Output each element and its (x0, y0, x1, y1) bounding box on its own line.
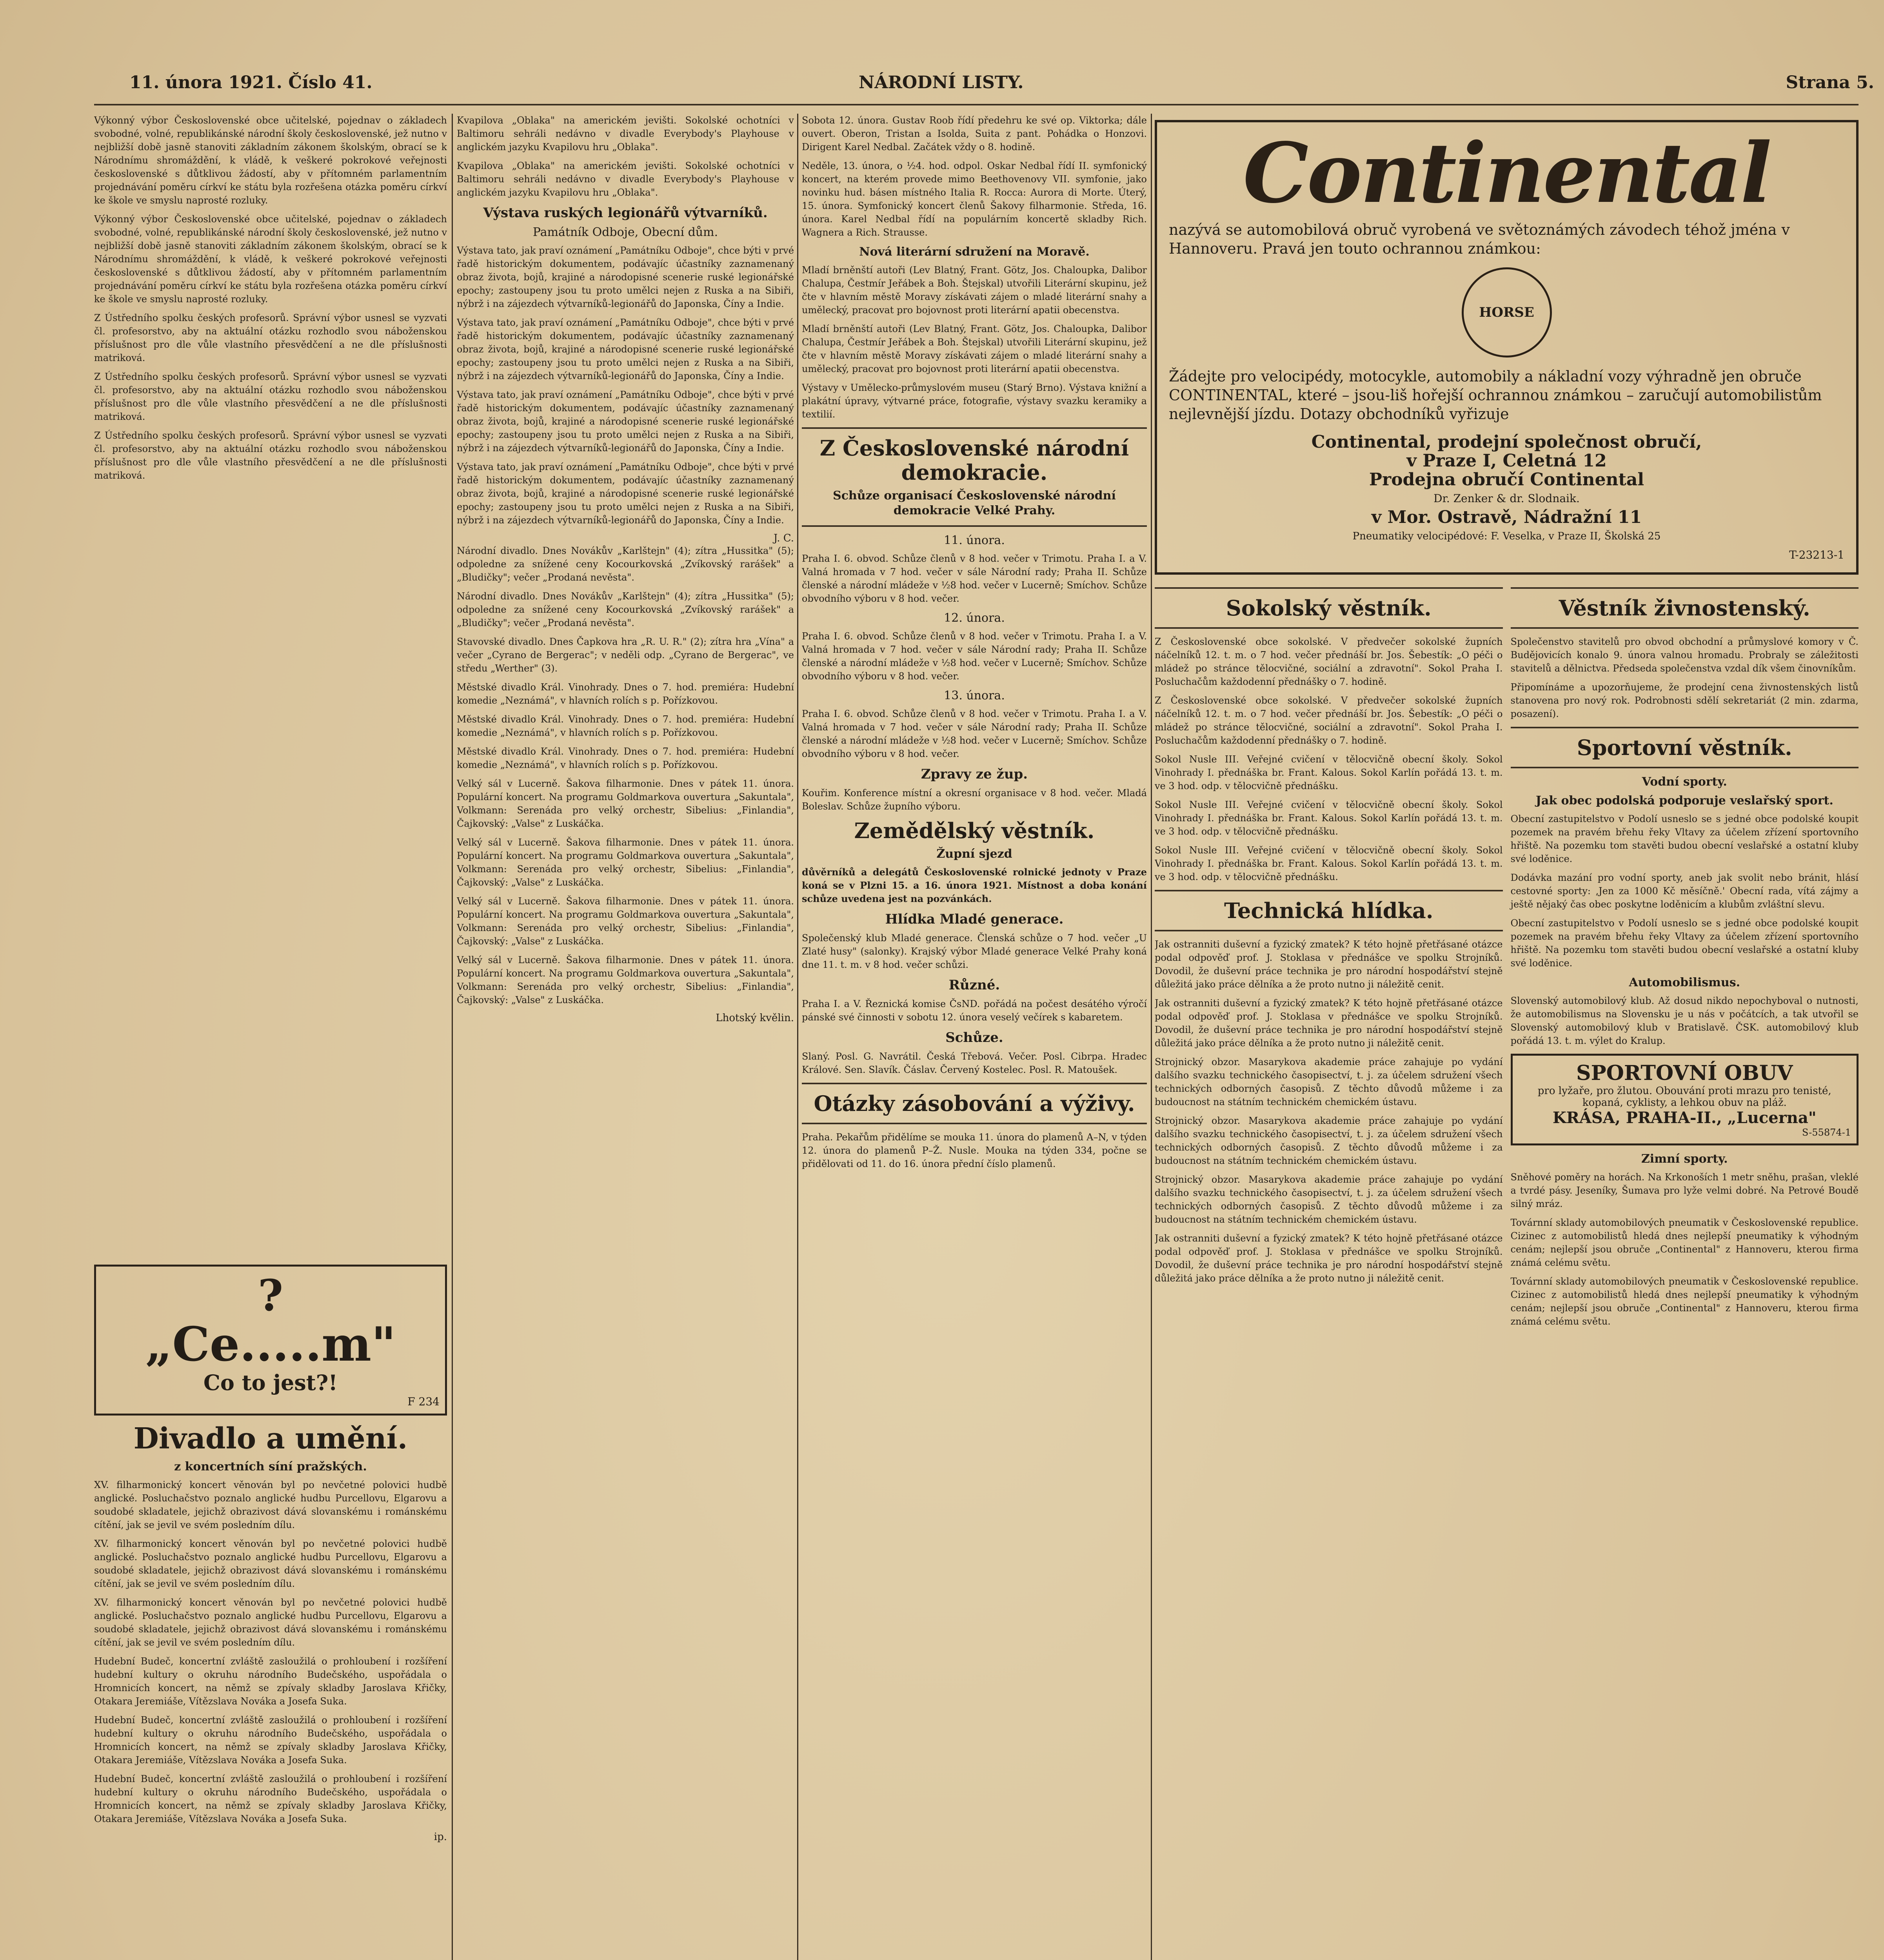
article-literary-groups: Mladí brněnští autoři (Lev Blatný, Frant. Götz, Jos. Chaloupka, Dalibor Chalupa, Čestmír Jeřábek a Boh. Štejskal) utvořili Literární skupinu, jež čte v hlavním městě Moravy získávati zájem o mladé literární snahy a umělecký, pracovat pro bojovnost proti literární apatii obecenstva. (802, 265, 1147, 316)
article-legion: Výstava tato, jak praví oznámení „Památníku Odboje", chce býti v prvé řadě historickým dokumentem, podávajíc účastníky zaznamenaný obraz života, bojů, krajiné a národopisné scenerie ruské legionářské epochy; zastoupeny jsou tu proto umělci nejen z Ruska a na Sibiři, nýbrž i na zájezdech výtvarníků-legionářů do Japonska, Číny a Indie. (457, 389, 794, 454)
article-sports: Obecní zastupitelstvo v Podolí usneslo se s jedné obce podolské koupit pozemek na pravém břehu řeky Vltavy za účelem zřízení sportovního hřiště. Na pozemku tom stavěti budou obecní veslařské a ostatní kluby své loděnice. (1510, 918, 1859, 969)
program-lucerna: Velký sál v Lucerně. Šakova filharmonie. Dnes v pátek 11. února. Populární koncert. Na programu Goldmarkova ouvertura „Sakuntala", Volkmann: Serenáda pro velký orchestr, Sibelius: „Finlandia", Čajkovský: „Valse" z Luskáčka. (457, 896, 794, 947)
article-young-generation: Společenský klub Mladé generace. Členská schůze o 7 hod. večer „U Zlaté husy" (salonky). Krajský výbor Mladé generace Velké Prahy koná dne 11. t. m. v 8 hod. večer schůzi. (802, 933, 1147, 970)
article-meetings: Slaný. Posl. G. Navrátil. Česká Třebová. Večer. Posl. Cibrpa. Hradec Králové. Sen. Slavík. Čáslav. Červený Kostelec. Posl. R. Matoušek. (802, 1051, 1147, 1075)
heading-miscellaneous: Různé. (948, 977, 1000, 993)
subcolumn-left (1155, 581, 1503, 1290)
article-exhibitions: Výstavy v Umělecko-průmyslovém museu (Starý Brno). Výstava knižní a plakátní úpravy, výtvarné práce, fotografie, výstavy svazku keramiky a textilií. (802, 382, 1147, 420)
heading-regional-news: Zpravy ze žup. (921, 766, 1028, 782)
article-technical: Jak ostranniti duševní a fyzický zmatek? K této hojně přetřásané otázce podal odpověď prof. J. Stoklasa v přednášce ve spolku Strojníků. Dovodil, že duševní práce technika je pro národní hospodářství stejně důležitá jako práce dělníka a že proto nutno ji náležitě cenit. (1155, 998, 1503, 1049)
heading-winter-sports: Zimní sporty. (1641, 1152, 1728, 1166)
program-lucerna: Velký sál v Lucerně. Šakova filharmonie. Dnes v pátek 11. února. Populární koncert. Na programu Goldmarkova ouvertura „Sakuntala", Volkmann: Serenáda pro velký orchestr, Sibelius: „Finlandia", Čajkovský: „Valse" z Luskáčka. (457, 955, 794, 1005)
program-concerts: Neděle, 13. února, o ½4. hod. odpol. Oskar Nedbal řídí II. symfonický koncert, na kterém provede mimo Beethovenovy VII. symfonie, jako novinku hud. básen místného Italia R. Rocca: Aurora di Morte. Úterý, 15. února. Symfonický koncert členů Šakovy filharmonie. Středa, 16. února. Karel Nedbal řídí na populárním koncertě skladby Rich. Wagnera a Rich. Strausse. (802, 160, 1147, 238)
article-tyres: Továrnní sklady automobilových pneumatik v Československé republice. Cizinec z automobilistů hledá dnes nejlepší pneumatiky k výhodným cenám; nejlepší jsou obruče „Continental" z Hannoveru, kterou firma známá celému světu. (1510, 1217, 1859, 1268)
column-rule (1151, 114, 1152, 1960)
date-label: 11. února. (944, 534, 1005, 547)
article-winter-sports: Sněhové poměry na horách. Na Krkonoších 1 metr sněhu, prašan, vleklé a tvrdé pásy. Jeseníky, Šumava pro lyže velmi dobré. Na Petrové Boudě silný mráz. (1510, 1172, 1859, 1209)
subheading-podoli: Jak obec podolská podporuje veslařský sport. (1535, 794, 1833, 808)
subheading-congress: Župní sjezd (936, 847, 1012, 861)
article-professors: Z Ústředního spolku českých profesorů. Správní výbor usnesl se vyzvati čl. profesorstvo, aby na aktuální otázku rozhodlo svou náboženskou příslušnost pro dle vůle vlastního přesvědčení a ne dle příslušnosti matriková. (94, 312, 447, 363)
article-sokol: Z Československé obce sokolské. V předvečer sokolské župních náčelníků 12. t. m. o 7 hod. večer přednáší br. Jos. Šebestík: „O péči o mládež po stránce tělocvičné, sociální a zdravotní". Sokol Praha I. Posluchačům každodenní přednášky o 7. hodině. (1155, 636, 1503, 687)
article-budec: Hudební Budeč, koncertní zvláště zasloužilá o prohloubení i rozšíření hudební kultury o okruhu národního Budečského, uspořádala o Hromnicích koncert, na němž se zpívaly skladby Jaroslava Křičky, Otakara Jeremiáše, Vítězslava Nováka a Josefa Suka. (94, 1715, 447, 1766)
article-legion: Výstava tato, jak praví oznámení „Památníku Odboje", chce býti v prvé řadě historickým dokumentem, podávajíc účastníky zaznamenaný obraz života, bojů, krajiné a národopisné scenerie ruské legionářské epochy; zastoupeny jsou tu proto umělci nejen z Ruska a na Sibiři, nýbrž i na zájezdech výtvarníků-legionářů do Japonska, Číny a Indie. (457, 245, 794, 309)
date-label: 13. února. (944, 689, 1005, 702)
heading-literary-groups: Nová literární sdružení na Moravě. (859, 245, 1090, 259)
article-trades: Připomínáme a upozorňujeme, že prodejní cena živnostenských listů stanovena pro nový rok. Podrobnosti sdělí sekretariát (2 min. zdarma, posazení). (1510, 682, 1859, 719)
article-miscellaneous: Praha I. a V. Řeznická komise ČsND. pořádá na počest desátého výročí pánské své činnosti v sobotu 12. února veselý večírek s kabaretem. (802, 998, 1147, 1023)
article-food-supply: Praha. Pekařům přidělíme se mouka 11. února do plamenů A–N, v týden 12. února do plamenů P–Ž. Nusle. Mouka na týden 334, počne se přidělovati od 11. do 16. února přední číslo plamenů. (802, 1132, 1147, 1169)
article-sokol: Sokol Nusle III. Veřejné cvičení v tělocvičně obecní školy. Sokol Vinohrady I. přednáška br. Frant. Kalous. Sokol Karlín pořádá 13. t. m. ve 3 hod. odp. v tělocvičně přednášku. (1155, 799, 1503, 837)
article-technical: Jak ostranniti duševní a fyzický zmatek? K této hojně přetřásané otázce podal odpověď prof. J. Stoklasa v přednášce ve spolku Strojníků. Dovodil, že duševní práce technika je pro národní hospodářství stejně důležitá jako práce dělníka a že proto nutno ji náležitě cenit. (1155, 939, 1503, 990)
column-3 (802, 114, 1147, 1960)
ad-code: F 234 (407, 1395, 440, 1408)
article-party-meetings: Praha I. 6. obvod. Schůze členů v 8 hod. večer v Trimotu. Praha I. a V. Valná hromada v 7 hod. večer v sále Národní rady; Praha II. Schůze členské a národní mládeže v ½8 hod. večer v Lucerně; Smíchov. Schůze obvodního výboru v 8 hod. večer. (802, 553, 1147, 604)
article-technical: Strojnický obzor. Masarykova akademie práce zahajuje po vydání dalšího svazku technického časopisectví, t. j. za účelem sdružení všech technických odborných časopisů. Z těchto důvodů můžeme i za budoucnost na státním technickém chemickém ústavu. (1155, 1115, 1503, 1166)
article-sports: Obecní zastupitelstvo v Podolí usneslo se s jedné obce podolské koupit pozemek na pravém břehu řeky Vltavy za účelem zřízení sportovního hřiště. Na pozemku tom stavěti budou obecní veslařské a ostatní kluby své loděnice. (1510, 813, 1859, 864)
continental-logo: Continental (1243, 125, 1770, 221)
article-sports: Dodávka mazání pro vodní sporty, aneb jak svolit nebo bránit, hlásí cestovné sporty: ‚Jen za 1000 Kč měsíčně.' Obecní rada, vítá zájmy a ještě nějaký čas obec poskytne loděnicím a klubům zvláštní slevu. (1510, 872, 1859, 910)
article-sokol: Sokol Nusle III. Veřejné cvičení v tělocvičně obecní školy. Sokol Vinohrady I. přednáška br. Frant. Kalous. Sokol Karlín pořádá 13. t. m. ve 3 hod. odp. v tělocvičně přednášku. (1155, 754, 1503, 791)
article-automobilism: Slovenský automobilový klub. Až dosud nikdo nepochyboval o nutnosti, že automobilismus na Slovensku je u nás v počátcích, a tak utvořil se Slovenský automobilový klub v Bratislavě. ČSK. automobilový klub pořádá 13. t. m. výlet do Kralup. (1510, 995, 1859, 1046)
heading-agriculture: Zemědělský věstník. (854, 818, 1095, 843)
program-estates-theatre: Stavovské divadlo. Dnes Čapkova hra „R. U. R." (2); zítra hra „Vína" a večer „Cyrano de Bergerac"; v neděli odp. „Cyrano de Bergerac", ve středu „Werther" (3). (457, 636, 794, 674)
article-regional-news: Kouřim. Konference místní a okresní organisace v 8 hod. večer. Mladá Boleslav. Schůze župního výboru. (802, 788, 1147, 812)
continental-store-owners: Dr. Zenker & dr. Slodnaik. (1433, 492, 1580, 505)
article-philharmonic: XV. filharmonický koncert věnován byl po nevčetné polovici hudbě anglické. Posluchačstvo poznalo anglické hudbu Purcellovu, Elgarovu a soudobé skladatele, jejichž obrazivost dává slovanskému i románskému cítění, jak se jevil ve svém posledním dílu. (94, 1538, 447, 1589)
shoes-store: KRÁSA, PRAHA-II., „Lucerna" (1552, 1109, 1817, 1127)
supply-header-box (802, 1083, 1147, 1124)
article-technical: Strojnický obzor. Masarykova akademie práce zahajuje po vydání dalšího svazku technického časopisectví, t. j. za účelem sdružení všech technických odborných časopisů. Z těchto důvodů můžeme i za budoucnost na státním technickém chemickém ústavu. (1155, 1174, 1503, 1225)
program-national-theatre: Národní divadlo. Dnes Novákův „Karlštejn" (4); zítra „Hussitka" (5); odpoledne za snížené ceny Kocourkovská „Zvíkovský rarášek" a „Bludičky"; večer „Prodaná nevěsta". (457, 545, 794, 583)
continental-body: Žádejte pro velocipédy, motocykle, automobily a nákladní vozy výhradně jen obruče CONTINENTAL, které – jsou-liš hořejší ochrannou známkou – zaručují automobilistům nejlevnější jízdu. Dotazy obchodníků vyřizuje (1169, 368, 1822, 423)
article-teachers: Výkonný výbor Československé obce učitelské, pojednav o základech svobodné, volné, republikánské národní školy československé, jež nutno v nejbližší době jasně stanoviti základním zákonem školským, obrací se k Národnímu shromáždění, k vládě, k veškeré pokrokové veřejnosti československé s důtklivou žádostí, aby v přítomném parlamentním projednávání poměru církví ke státu byla rozřešena otázka poměru církví ke škole ve smyslu naprosté rozluky. (94, 115, 447, 206)
article-trades: Společenstvo stavitelů pro obvod obchodní a průmyslové komory v Č. Budějovicích konalo 9. února valnou hromadu. Probraly se záležitosti stavitelů a dělnictva. Předseda společenstva vzdal dík všem činovníkům. (1510, 636, 1859, 674)
subheading-legion: Památník Odboje, Obecní dům. (532, 225, 718, 239)
subcolumn-right (1511, 581, 1859, 1334)
article-technical: Jak ostranniti duševní a fyzický zmatek? K této hojně přetřásané otázce podal odpověď prof. J. Stoklasa v přednášce ve spolku Strojníků. Dovodil, že duševní práce technika je pro národní hospodářství stejně důležitá jako práce dělníka a že proto nutno ji náležitě cenit. (1155, 1233, 1503, 1284)
article-technical: Strojnický obzor. Masarykova akademie práce zahajuje po vydání dalšího svazku technického časopisectví, t. j. za účelem sdružení všech technických odborných časopisů. Z těchto důvodů můžeme i za budoucnost na státním technickém chemickém ústavu. (1155, 1056, 1503, 1107)
article-professors: Z Ústředního spolku českých profesorů. Správní výbor usnesl se vyzvati čl. profesorstvo, aby na aktuální otázku rozhodlo svou náboženskou příslušnost pro dle vůle vlastního přesvědčení a ne dle příslušnosti matriková. (94, 430, 447, 481)
shoes-code: S-55874-1 (1802, 1127, 1851, 1138)
heading-automobilism: Automobilismus. (1629, 976, 1740, 989)
party-header-box (802, 427, 1147, 527)
heading-trades: Věstník živnostenský. (1559, 595, 1810, 621)
subheading-national-democracy: Schůze organisací Československé národní demokracie Velké Prahy. (833, 489, 1116, 517)
program-concerts: Sobota 12. února. Gustav Roob řídí předehru ke své op. Viktorka; dále ouvert. Oberon, Tristan a Isolda, Suita z pant. Pohádka o Honzovi. Dirigent Karel Nedbal. Začátek vždy o 8. hodině. (802, 115, 1147, 152)
continental-intro: nazývá se automobilová obruč vyrobená ve světoznámých závodech téhož jména v Hannoveru. Pravá jen touto ochrannou známkou: (1169, 221, 1790, 257)
continental-note: Pneumatiky velocipédové: F. Veselka, v Praze II, Školská 25 (1352, 530, 1661, 542)
shoes-text: pro lyžaře, pro žlutou. Obouvání proti mrazu pro tenisté, kopaná, cyklisty, a lehkou obuv na pláž. (1537, 1085, 1831, 1109)
masthead (129, 73, 1874, 100)
column-rule (797, 114, 798, 1960)
program-vinohrady-theatre: Městské divadlo Král. Vinohrady. Dnes o 7. hod. premiéra: Hudební komedie „Neznámá", v hlavních rolích s p. Pořízkovou. (457, 714, 794, 738)
heading-sports: Sportovní věstník. (1577, 735, 1792, 760)
article-literary-groups: Mladí brněnští autoři (Lev Blatný, Frant. Götz, Jos. Chaloupka, Dalibor Chalupa, Čestmír Jeřábek a Boh. Štejskal) utvořili Literární skupinu, jež čte v hlavním městě Moravy získávati zájem o mladé literární snahy a umělecký, pracovat pro bojovnost proti literární apatii obecenstva. (802, 323, 1147, 374)
article-teachers: Výkonný výbor Československé obce učitelské, pojednav o základech svobodné, volné, republikánské národní školy československé, jež nutno v nejbližší době jasně stanoviti základním zákonem školským, obrací se k Národnímu shromáždění, k vládě, k veškeré pokrokové veřejnosti československé s důtklivou žádostí, aby v přítomném parlamentním projednávání poměru církví ke státu byla rozřešena otázka poměru církví ke škole ve smyslu naprosté rozluky. (94, 214, 447, 305)
article-professors: Z Ústředního spolku českých profesorů. Správní výbor usnesl se vyzvati čl. profesorstvo, aby na aktuální otázku rozhodlo svou náboženskou příslušnost pro dle vůle vlastního přesvědčení a ne dle příslušnosti matriková. (94, 371, 447, 422)
column-1 (94, 114, 447, 1960)
masthead-page: Strana 5. (1786, 73, 1874, 93)
continental-code: T-23213-1 (1789, 548, 1844, 561)
masthead-title: NÁRODNÍ LISTY. (859, 73, 1024, 93)
heading-national-democracy: Z Československé národní demokracie. (819, 436, 1129, 485)
continental-store: Prodejna obručí Continental (1369, 470, 1644, 490)
program-lucerna: Velký sál v Lucerně. Šakova filharmonie. Dnes v pátek 11. února. Populární koncert. Na programu Goldmarkova ouvertura „Sakuntala", Volkmann: Serenáda pro velký orchestr, Sibelius: „Finlandia", Čajkovský: „Valse" z Luskáčka. (457, 837, 794, 888)
article-legion: Výstava tato, jak praví oznámení „Památníku Odboje", chce býti v prvé řadě historickým dokumentem, podávajíc účastníky zaznamenaný obraz života, bojů, krajiné a národopisné scenerie ruské legionářské epochy; zastoupeny jsou tu proto umělci nejen z Ruska a na Sibiři, nýbrž i na zájezdech výtvarníků-legionářů do Japonska, Číny a Indie. (457, 461, 794, 526)
column-2 (457, 114, 794, 1960)
article-legion: Výstava tato, jak praví oznámení „Památníku Odboje", chce býti v prvé řadě historickým dokumentem, podávajíc účastníky zaznamenaný obraz života, bojů, krajiné a národopisné scenerie ruské legionářské epochy; zastoupeny jsou tu proto umělci nejen z Ruska a na Sibiři, nýbrž i na zájezdech výtvarníků-legionářů do Japonska, Číny a Indie. (457, 317, 794, 381)
heading-food-supply: Otázky zásobování a výživy. (814, 1091, 1135, 1116)
ad-subline: Co to jest?! (203, 1370, 338, 1395)
subheading-water-sports: Vodní sporty. (1642, 775, 1727, 789)
program-national-theatre: Národní divadlo. Dnes Novákův „Karlštejn" (4); zítra „Hussitka" (5); odpoledne za snížené ceny Kocourkovská „Zvíkovský rarášek" a „Bludičky"; večer „Prodaná nevěsta". (457, 591, 794, 628)
program-lucerna: Velký sál v Lucerně. Šakova filharmonie. Dnes v pátek 11. února. Populární koncert. Na programu Goldmarkova ouvertura „Sakuntala", Volkmann: Serenáda pro velký orchestr, Sibelius: „Finlandia", Čajkovský: „Valse" z Luskáčka. (457, 778, 794, 829)
advertisement-continental (1155, 120, 1859, 575)
article-sokol: Sokol Nusle III. Veřejné cvičení v tělocvičně obecní školy. Sokol Vinohrady I. přednáška br. Frant. Kalous. Sokol Karlín pořádá 13. t. m. ve 3 hod. odp. v tělocvičně přednášku. (1155, 845, 1503, 882)
masthead-date: 11. února 1921. Číslo 41. (129, 73, 372, 93)
section-title-theatre: Divadlo a umění. (133, 1422, 408, 1455)
article-philharmonic: XV. filharmonický koncert věnován byl po nevčetné polovici hudbě anglické. Posluchačstvo poznalo anglické hudbu Purcellovu, Elgarovu a soudobé skladatele, jejichž obrazivost dává slovanskému i románskému cítění, jak se jevil ve svém posledním dílu. (94, 1479, 447, 1530)
horse-trademark-icon: HORSE (1462, 267, 1552, 358)
advertisement-sport-shoes (1511, 1054, 1859, 1145)
advertisement-cem (94, 1265, 447, 1416)
heading-sokol: Sokolský věstník. (1226, 595, 1432, 621)
heading-meetings: Schůze. (945, 1030, 1003, 1045)
heading-technical: Technická hlídka. (1224, 898, 1433, 923)
section-subtitle: z koncertních síní pražských. (174, 1460, 367, 1474)
article-agriculture: důvěrníků a delegátů Československé rolnické jednoty v Praze koná se v Plzni 15. a 16. února 1921. Místnost a doba konání schůze uvedena jest na pozvánkách. (802, 866, 1147, 904)
article-budec: Hudební Budeč, koncertní zvláště zasloužilá o prohloubení i rozšíření hudební kultury o okruhu národního Budečského, uspořádala o Hromnicích koncert, na němž se zpívaly skladby Jaroslava Křičky, Otakara Jeremiáše, Vítězslava Nováka a Josefa Suka. (94, 1656, 447, 1707)
heading-legion-exhibition: Výstava ruských legionářů výtvarníků. (483, 205, 768, 221)
continental-company: Continental, prodejní společnost obručí, (1311, 432, 1702, 452)
date-label: 12. února. (944, 611, 1005, 625)
program-vinohrady-theatre: Městské divadlo Král. Vinohrady. Dnes o 7. hod. premiéra: Hudební komedie „Neznámá", v hlavních rolích s p. Pořízkovou. (457, 682, 794, 706)
signature: ip. (434, 1831, 447, 1843)
article-tyres: Továrnní sklady automobilových pneumatik v Československé republice. Cizinec z automobilistů hledá dnes nejlepší pneumatiky k výhodným cenám; nejlepší jsou obruče „Continental" z Hannoveru, kterou firma známá celému světu. (1510, 1276, 1859, 1327)
ad-headline: „Ce.....m" (145, 1317, 396, 1372)
article-party-meetings: Praha I. 6. obvod. Schůze členů v 8 hod. večer v Trimotu. Praha I. a V. Valná hromada v 7 hod. večer v sále Národní rady; Praha II. Schůze členské a národní mládeže v ½8 hod. večer v Lucerně; Smíchov. Schůze obvodního výboru v 8 hod. večer. (802, 631, 1147, 682)
continental-ostrava: v Mor. Ostravě, Nádražní 11 (1371, 507, 1642, 527)
heading-young-generation: Hlídka Mladé generace. (885, 911, 1064, 927)
continental-address: v Praze I, Celetná 12 (1406, 451, 1607, 471)
article-kvapil: Kvapilova „Oblaka" na americkém jevišti. Sokolské ochotníci v Baltimoru sehráli nedávno v divadle Everybody's Playhouse v anglickém jazyku Kvapilovu hru „Oblaka". (457, 115, 794, 152)
column-rule (452, 114, 453, 1960)
column-4 (1155, 114, 1859, 1960)
article-budec: Hudební Budeč, koncertní zvláště zasloužilá o prohloubení i rozšíření hudební kultury o okruhu národního Budečského, uspořádala o Hromnicích koncert, na němž se zpívaly skladby Jaroslava Křičky, Otakara Jeremiáše, Vítězslava Nováka a Josefa Suka. (94, 1773, 447, 1824)
ad-question-mark: ? (258, 1270, 283, 1321)
article-party-meetings: Praha I. 6. obvod. Schůze členů v 8 hod. večer v Trimotu. Praha I. a V. Valná hromada v 7 hod. večer v sále Národní rady; Praha II. Schůze členské a národní mládeže v ½8 hod. večer v Lucerně; Smíchov. Schůze obvodního výboru v 8 hod. večer. (802, 708, 1147, 759)
signature: Lhotský kvělin. (716, 1012, 794, 1024)
signature: J. C. (773, 532, 794, 544)
article-kvapil: Kvapilova „Oblaka" na americkém jevišti. Sokolské ochotníci v Baltimoru sehráli nedávno v divadle Everybody's Playhouse v anglickém jazyku Kvapilovu hru „Oblaka". (457, 160, 794, 198)
article-philharmonic: XV. filharmonický koncert věnován byl po nevčetné polovici hudbě anglické. Posluchačstvo poznalo anglické hudbu Purcellovu, Elgarovu a soudobé skladatele, jejichž obrazivost dává slovanskému i románskému cítění, jak se jevil ve svém posledním dílu. (94, 1597, 447, 1648)
header-rule (94, 104, 1859, 105)
program-vinohrady-theatre: Městské divadlo Král. Vinohrady. Dnes o 7. hod. premiéra: Hudební komedie „Neznámá", v hlavních rolích s p. Pořízkovou. (457, 746, 794, 770)
shoes-title: SPORTOVNÍ OBUV (1576, 1061, 1793, 1085)
article-sokol: Z Československé obce sokolské. V předvečer sokolské župních náčelníků 12. t. m. o 7 hod. večer přednáší br. Jos. Šebestík: „O péči o mládež po stránce tělocvičné, sociální a zdravotní". Sokol Praha I. Posluchačům každodenní přednášky o 7. hodině. (1155, 695, 1503, 746)
